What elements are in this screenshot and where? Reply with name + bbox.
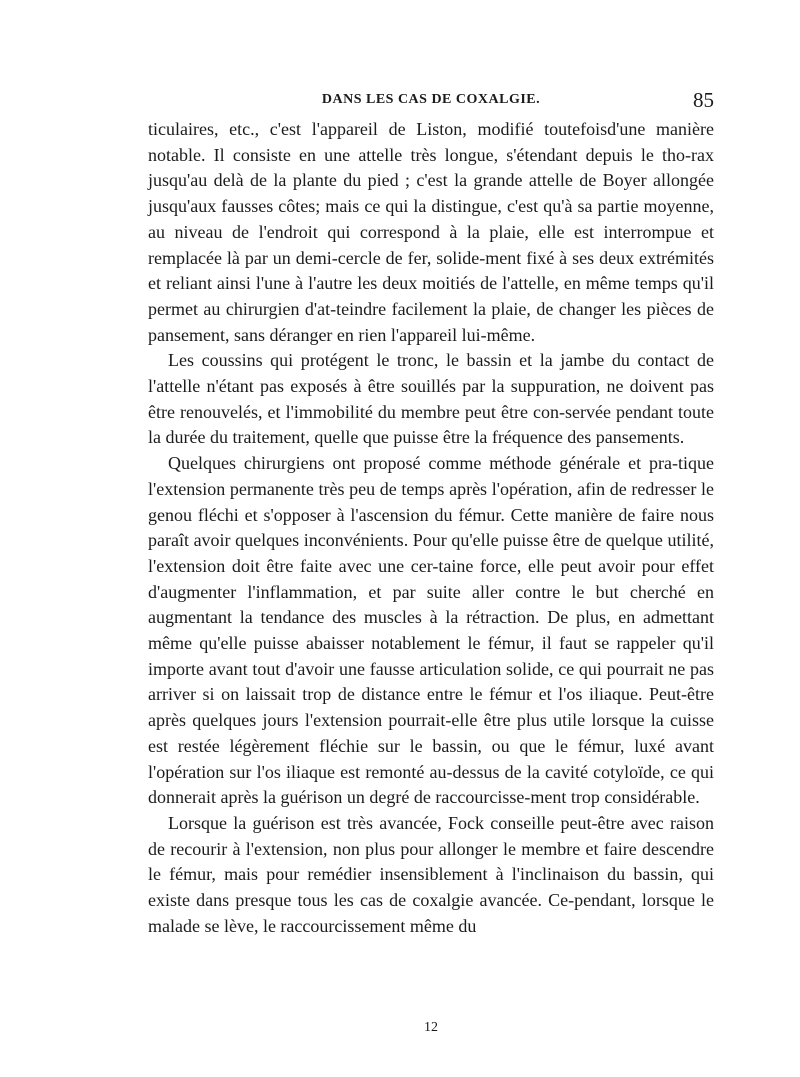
paragraph-2: Les coussins qui protégent le tronc, le bassin et la jambe du contact de l'attelle n'étant pas exposés à être souillés par la suppuration, ne doivent pas être renouvelés, et l'immobilité du membre peut être con-servée pendant toute la durée du traitement, quelle que puisse être la fréquence des pansements. <box>148 350 714 448</box>
body-text <box>148 117 714 940</box>
running-head <box>148 88 714 112</box>
paragraph-4: Lorsque la guérison est très avancée, Fock conseille peut-être avec raison de recourir à l'extension, non plus pour allonger le membre et faire descendre le fémur, mais pour remédier insensiblement à l'inclinaison du bassin, qui existe dans presque tous les cas de coxalgie avancée. Ce-pendant, lorsque le malade se lève, le raccourcissement même du <box>148 812 714 936</box>
signature-mark: 12 <box>424 1020 438 1035</box>
paragraph-3: Quelques chirurgiens ont proposé comme méthode générale et pra-tique l'extension permanente très peu de temps après l'opération, afin de redresser le genou fléchi et s'opposer à l'ascension du fémur. Cette manière de faire nous paraît avoir quelques inconvénients. Pour qu'elle puisse être de quelque utilité, l'extension doit être faite avec une cer-taine force, elle peut avoir pour effet d'augmenter l'inflammation, et par suite aller contre le but cherché en augmentant la tendance des muscles à la rétraction. De plus, en admettant même qu'elle puisse abaisser notablement le fémur, il faut se rappeler qu'il importe avant tout d'avoir une fausse articulation solide, ce qui pourrait ne pas arriver si on laissait trop de distance entre le fémur et l'os iliaque. Peut-être après quelques jours l'extension pourrait-elle être plus utile lorsque la cuisse est restée légèrement fléchie sur le bassin, ou que le fémur, luxé avant l'opération sur l'os iliaque est remonté au-dessus de la cavité cotyloïde, ce qui donnerait après la guérison un degré de raccourcisse-ment trop considérable. <box>148 453 714 808</box>
book-page <box>148 0 714 1077</box>
page-number: 85 <box>693 88 714 112</box>
paragraph-1: ticulaires, etc., c'est l'appareil de Liston, modifié toutefoisd'une manière notable. Il consiste en une attelle très longue, s'étendant depuis le tho-rax jusqu'au delà de la plante du pied ; c'est la grande attelle de Boyer allongée jusqu'aux fausses côtes; mais ce qui la distingue, c'est qu'à sa partie moyenne, au niveau de l'endroit qui correspond à la plaie, elle est interrompue et remplacée là par un demi-cercle de fer, solide-ment fixé à ses deux extrémités et reliant ainsi l'une à l'autre les deux moitiés de l'attelle, en même temps qu'il permet au chirurgien d'at-teindre facilement la plaie, de changer les pièces de pansement, sans déranger en rien l'appareil lui-même. <box>148 119 714 345</box>
running-title: DANS LES CAS DE COXALGIE. <box>321 92 541 107</box>
